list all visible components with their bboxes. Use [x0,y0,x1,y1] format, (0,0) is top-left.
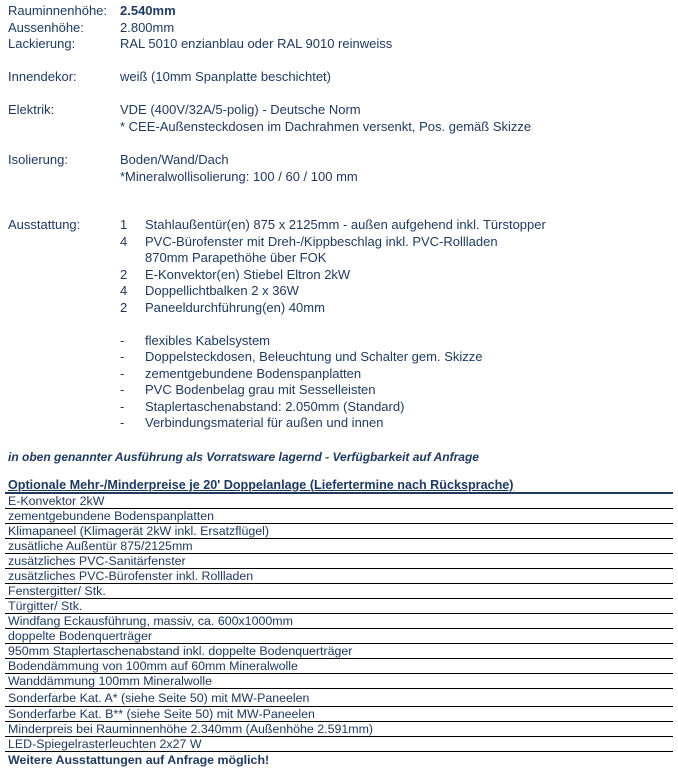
equipment-label: Ausstattung: [8,217,81,232]
spec-value: 2.540mm [120,3,176,18]
spec-electric [8,102,668,135]
options-table-row: Türgitter/ Stk. [5,599,673,614]
equipment-qty: 2 [120,299,128,315]
equipment-text: Stahlaußentür(en) 875 x 2125mm - außen aufgehend inkl. Türstopper [145,217,546,232]
options-table-row: zementgebundene Bodenspanplatten [5,509,673,524]
spec-label: Aussenhöhe: [8,19,84,35]
options-table-row: doppelte Bodenquerträger [5,629,673,644]
spec-label: Elektrik: [8,102,55,117]
options-table-row: LED-Spiegelrasterleuchten 2x27 W [5,737,673,752]
equipment-text: Paneeldurchführung(en) 40mm [145,299,325,315]
equipment-text: PVC-Bürofenster mit Dreh-/Kippbeschlag inkl. PVC-Rollladen [145,233,498,249]
spec-value: 2.800mm [120,19,175,35]
equipment-qty: 4 [120,283,128,298]
equipment-text: Doppellichtbalken 2 x 36W [145,283,299,298]
bullet-dash-icon: - [120,365,125,381]
spec-interior [8,69,668,86]
spec-label: Rauminnenhöhe: [8,3,108,18]
stock-note: in oben genannter Ausführung als Vorratsware lagernd - Verfügbarkeit auf Anfrage [8,450,479,464]
options-table-header: Optionale Mehr-/Minderpreise je 20' Doppelanlage (Liefertermine nach Rücksprache) [5,478,673,494]
options-table-row: Windfang Eckausführung, massiv, ca. 600x1000mm [5,614,673,629]
spec-value: weiß (10mm Spanplatte beschichtet) [120,69,331,84]
equipment-qty: 4 [120,233,128,249]
spec-label: Lackierung: [8,36,76,51]
options-table-row: 950mm Staplertaschenabstand inkl. doppelte Bodenquerträger [5,644,673,659]
bullet-dash-icon: - [120,415,125,430]
equipment-text: E-Konvektor(en) Stiebel Eltron 2kW [145,266,351,282]
equipment-text: 870mm Parapethöhe über FOK [145,250,327,265]
options-table-row: E-Konvektor 2kW [5,494,673,509]
options-table-row: Klimapaneel (Klimagerät 2kW inkl. Ersatzflügel) [5,524,673,539]
options-table-row: Fenstergitter/ Stk. [5,584,673,599]
options-table-row: Bodendämmung von 100mm auf 60mm Mineralwolle [5,659,673,674]
spec-value: *Mineralwollisolierung: 100 / 60 / 100 mm [120,168,358,184]
bullet-dash-icon: - [120,349,125,364]
spec-value: RAL 5010 enzianblau oder RAL 9010 reinweiss [120,36,393,51]
equipment-qty: 1 [120,217,128,232]
options-table-row: zusätliche Außentür 875/2125mm [5,539,673,554]
equipment-bullet-text: Staplertaschenabstand: 2.050mm (Standard) [145,398,405,414]
equipment-bullet-text: Verbindungsmaterial für außen und innen [145,415,384,430]
bullet-dash-icon: - [120,382,125,397]
equipment-bullet-text: flexibles Kabelsystem [145,332,270,348]
options-table-row: Wanddämmung 100mm Mineralwolle [5,674,673,689]
options-table-row: zusätzliches PVC-Bürofenster inkl. Rollladen [5,569,673,584]
options-table-body [5,494,673,752]
options-table-row: Sonderfarbe Kat. B** (siehe Seite 50) mit MW-Paneelen [5,707,673,722]
spec-insulation [8,152,668,185]
options-table-row: zusätzliches PVC-Sanitärfenster [5,554,673,569]
options-table-footer: Weitere Ausstattungen auf Anfrage möglich! [8,752,270,767]
equipment-bullet-text: PVC Bodenbelag grau mit Sesselleisten [145,382,376,397]
bullet-dash-icon: - [120,398,125,414]
spec-value: * CEE-Außensteckdosen im Dachrahmen versenkt, Pos. gemäß Skizze [120,118,532,134]
spec-label: Isolierung: [8,152,68,167]
spec-value: Boden/Wand/Dach [120,152,229,167]
equipment-bullet-text: Doppelsteckdosen, Beleuchtung und Schalter gem. Skizze [145,349,483,364]
equipment-bullet-text: zementgebundene Bodenspanplatten [145,365,362,381]
options-table-row: Minderpreis bei Rauminnenhöhe 2.340mm (Außenhöhe 2.591mm) [5,722,673,737]
spec-value: VDE (400V/32A/5-polig) - Deutsche Norm [120,102,361,117]
equipment-qty: 2 [120,266,128,282]
spec-room-height [8,3,668,53]
bullet-dash-icon: - [120,332,125,348]
options-table [5,478,673,767]
spec-label: Innendekor: [8,69,77,84]
options-table-row: Sonderfarbe Kat. A* (siehe Seite 50) mit MW-Paneelen [5,689,673,707]
